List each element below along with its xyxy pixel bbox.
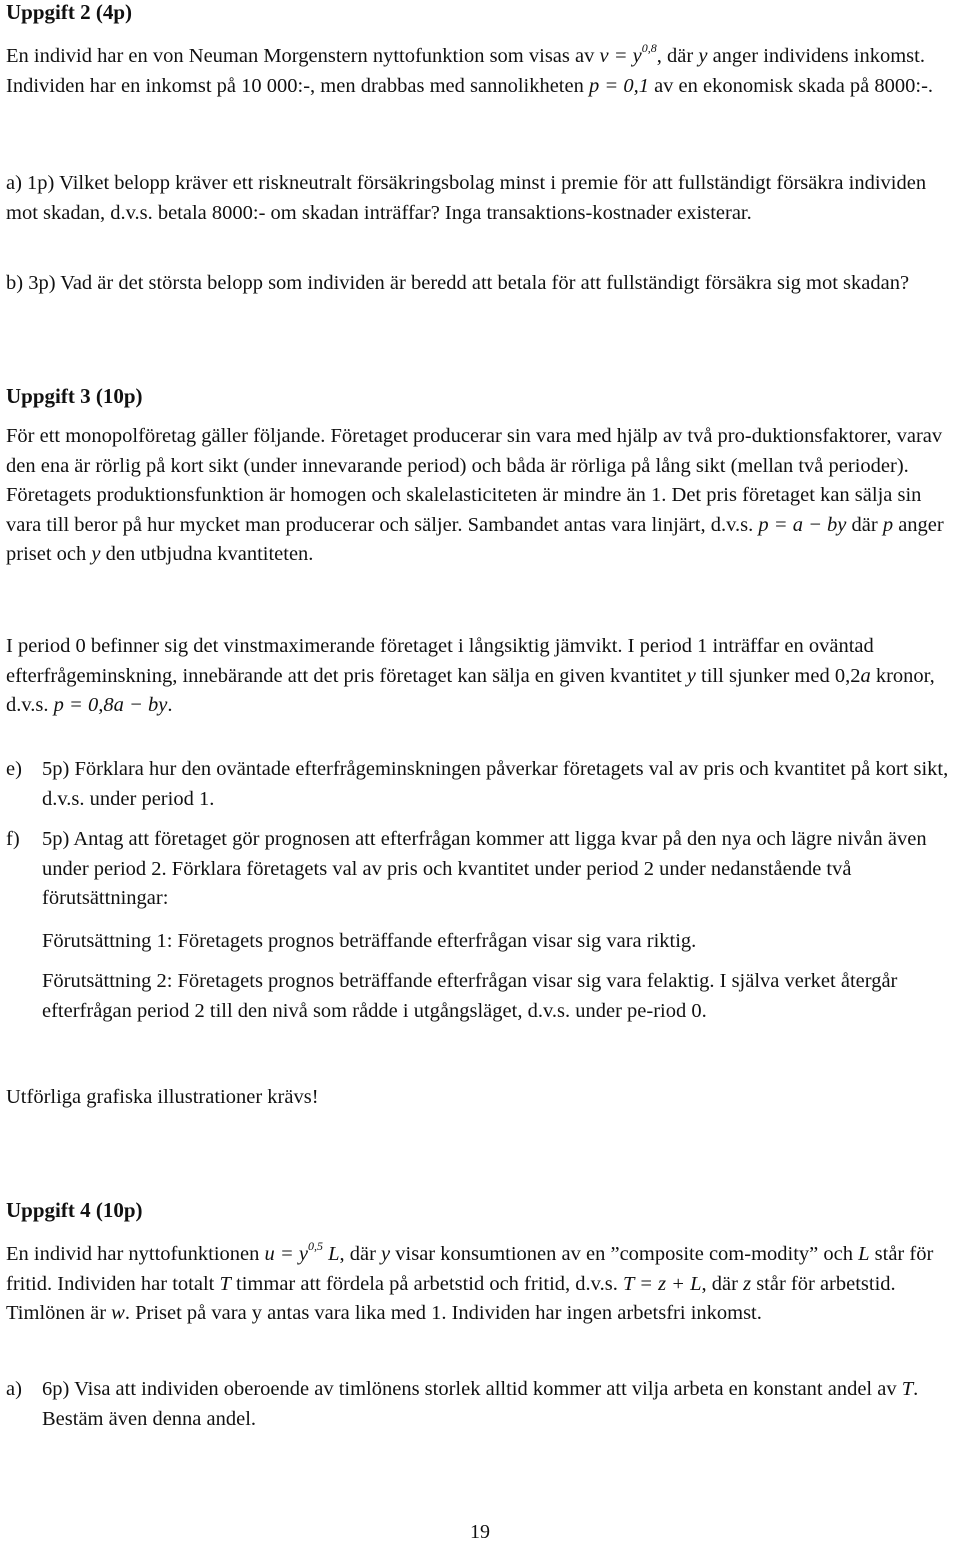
condition-2: Förutsättning 2: Företagets prognos beträffande efterfrågan visar sig vara felaktig. I själva verket återgår efterfrågan period 2 till den nivå som rådde i utgångsläget, d.v.s. under pe-riod 0. — [42, 970, 898, 1022]
task3-paragraph-1: För ett monopolföretag gäller följande. Företaget producerar sin vara med hjälp av två pro-duktionsfaktorer, varav den ena är rörlig på kort sikt (under innevarande period) och båda är rörliga på lång sikt (mellan två perioder). Företagets produktionsfunktion är homogen och skalelasticiteten är mindre än 1. Det pris företaget kan sälja sin vara till beror på hur mycket man producerar och säljer. Sambandet antas vara linjärt, d.v.s. p = a − by där p anger priset och y den utbjudna kvantiteten. — [6, 425, 944, 565]
demand-formula: p = a − by — [758, 513, 847, 536]
question-label: e) — [6, 758, 22, 780]
task3-question-e — [6, 755, 956, 814]
task2-intro: En individ har en von Neuman Morgenstern nyttofunktion som visas av $v = y^{0,8}$, där y anger individens inkomst. Individen har en inkomst på 10 000:-, men drabbas med sannolikheten p = 0,1 av en ekonomisk skada på 8000:-. — [6, 41, 934, 97]
task4-paragraph-1: En individ har nyttofunktionen $u = y^{0,5}$ L, där y visar konsumtionen av en ”composite com-modity” och L står för fritid. Individen har totalt T timmar att fördela på arbetstid och fritid, d.v.s. T = z + L, där z står för arbetstid. Timlönen är w. Priset på vara y antas vara lika med 1. Individen har ingen arbetsfri inkomst. — [6, 1239, 934, 1324]
question-text: 5p) Antag att företaget gör prognosen att efterfrågan kommer att ligga kvar på den nya och lägre nivån även under period 2. Förklara företagets val av pris och kvantitet under period 2 under nedanstående två förutsättningar: — [42, 828, 927, 909]
task3-question-f — [6, 825, 956, 914]
task3-heading: Uppgift 3 (10p) — [6, 384, 143, 408]
utility-function-formula: $u = y^{0,5}$ L — [264, 1239, 340, 1265]
question-text: 5p) Förklara hur den oväntade efterfrågeminskningen påverkar företagets val av pris och kvantitet på kort sikt, d.v.s. under period 1. — [42, 758, 949, 810]
task3-paragraph-2: I period 0 befinner sig det vinstmaximerande företaget i långsiktig jämvikt. I period 1 inträffar en oväntad efterfrågeminskning, innebärande att det pris företaget kan sälja en given kvantitet y till sjunker med 0,2a kronor, d.v.s. p = 0,8a − by. — [6, 635, 935, 716]
condition-1: Förutsättning 1: Företagets prognos beträffande efterfrågan visar sig vara riktig. — [42, 930, 697, 952]
task2-question-b: b) 3p) Vad är det största belopp som individen är beredd att betala för att fullständigt försäkra sig mot skadan? — [6, 272, 910, 294]
question-text: 6p) Visa att individen oberoende av timlönens storlek alltid kommer att vilja arbeta en konstant andel av T. Bestäm även denna andel. — [42, 1378, 919, 1430]
task2-heading: Uppgift 2 (4p) — [6, 0, 133, 24]
time-constraint-formula: T = z + L — [622, 1272, 702, 1295]
task2-question-a: a) 1p) Vilket belopp kräver ett riskneutralt försäkringsbolag minst i premie för att fullständigt försäkra individen mot skadan, d.v.s. betala 8000:- om skadan inträffar? Inga transaktions-kostnader existerar. — [6, 172, 927, 224]
utility-formula: $v = y^{0,8}$ — [599, 41, 657, 67]
new-demand-formula: p = 0,8a − by — [53, 694, 168, 716]
task4-question-a — [6, 1375, 956, 1434]
question-label: a) — [6, 1378, 22, 1400]
question-label: f) — [6, 828, 20, 850]
task4-heading: Uppgift 4 (10p) — [6, 1198, 143, 1222]
illustration-note: Utförliga grafiska illustrationer krävs! — [6, 1086, 319, 1108]
probability-formula: p = 0,1 — [588, 74, 649, 97]
page-number: 19 — [470, 1521, 490, 1543]
